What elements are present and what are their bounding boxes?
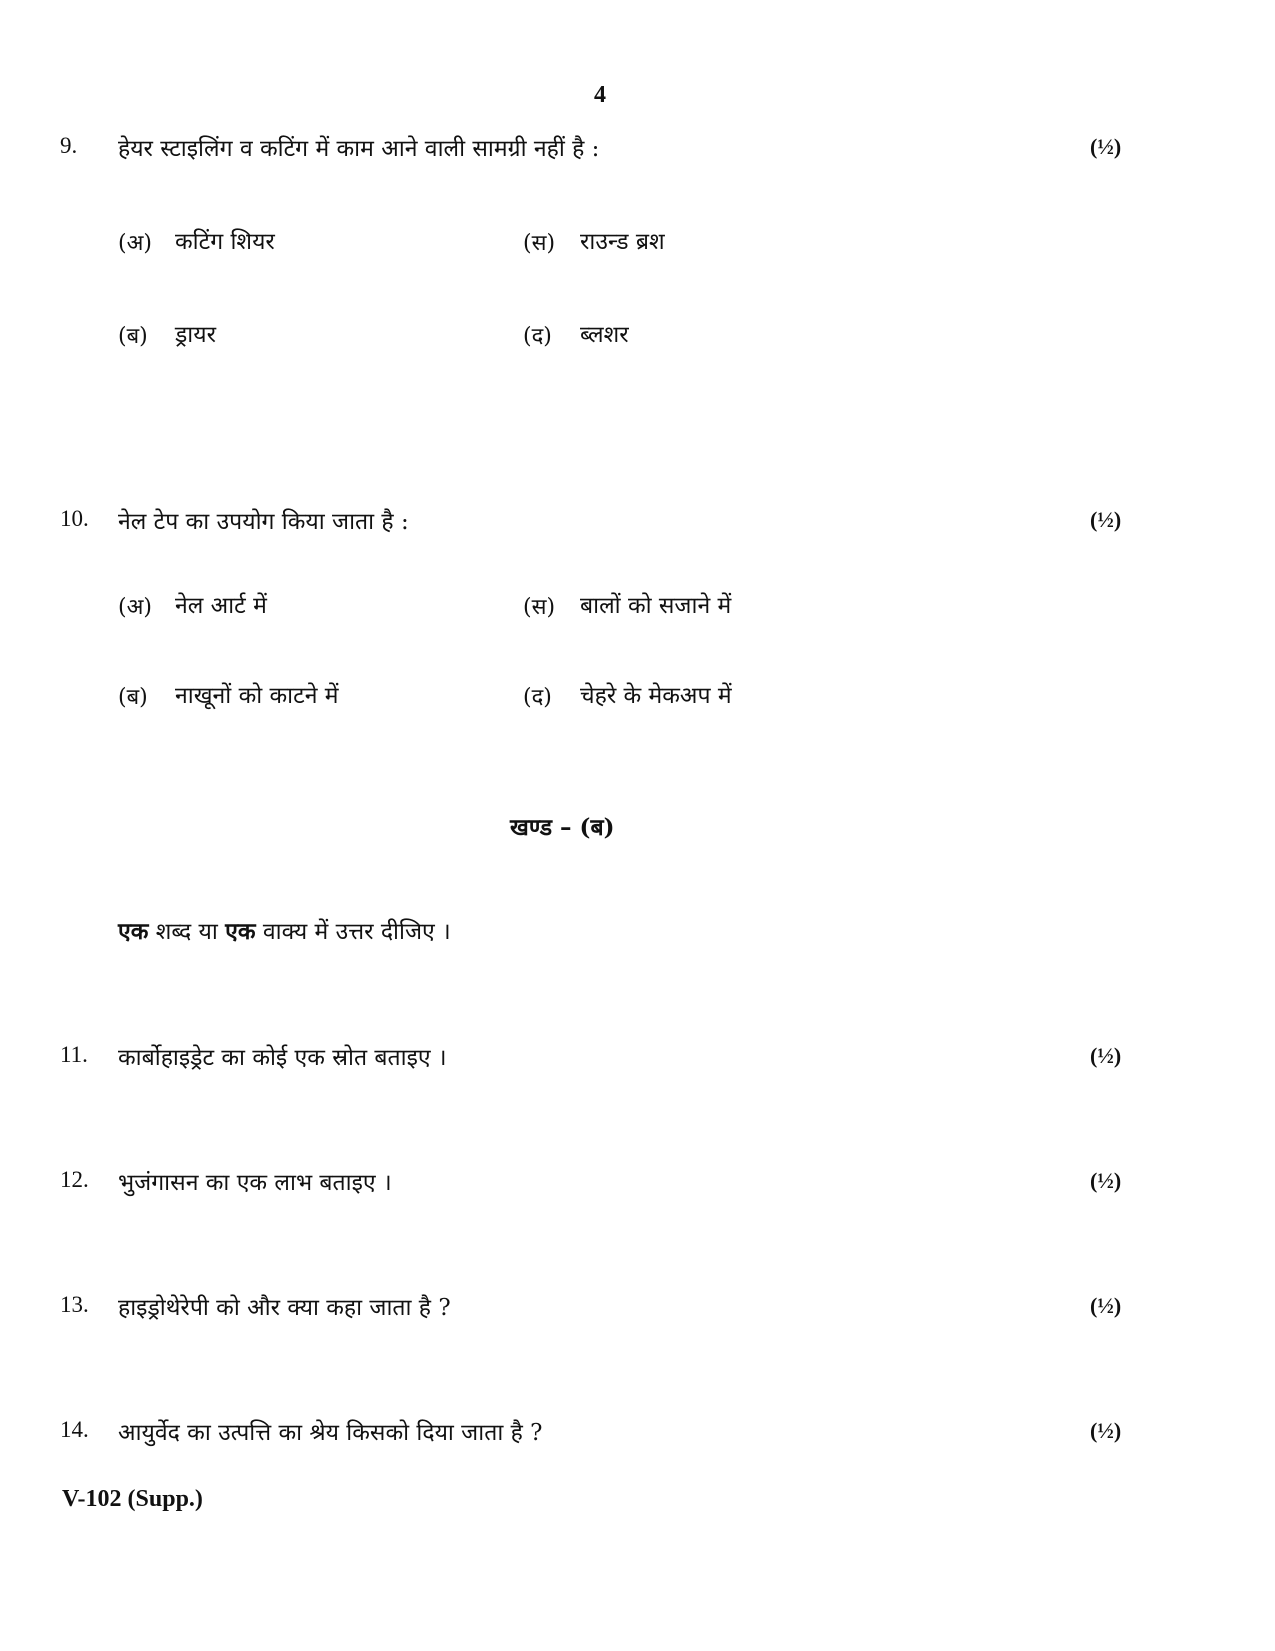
option-text: नाखूनों को काटने में: [175, 683, 339, 709]
question-number: 14.: [60, 1417, 89, 1442]
question-marks: (½): [1090, 507, 1122, 532]
option-text: ड्रायर: [175, 322, 217, 348]
question-marks: (½): [1090, 1043, 1122, 1068]
instruction-text: वाक्य में उत्तर दीजिए ।: [255, 919, 451, 945]
question-number: 10.: [60, 506, 89, 531]
option-label: (अ): [118, 231, 152, 256]
question-marks: (½): [1090, 1168, 1122, 1193]
question-number: 11.: [60, 1042, 88, 1067]
question-text: हेयर स्टाइलिंग व कटिंग में काम आने वाली सामग्री नहीं है :: [118, 136, 600, 162]
page-number: 4: [594, 82, 606, 108]
section-instruction: [118, 914, 451, 946]
option-label: (स): [523, 231, 556, 256]
option-text: राउन्ड ब्रश: [580, 229, 665, 255]
question-text: आयुर्वेद का उत्पत्ति का श्रेय किसको दिया जाता है ?: [118, 1420, 543, 1446]
instruction-emphasis: एक: [118, 918, 149, 945]
option-label: (द): [523, 685, 552, 710]
option-label: (द): [523, 324, 552, 349]
option-label: (ब): [118, 324, 148, 349]
option-text: नेल आर्ट में: [175, 593, 267, 619]
question-number: 13.: [60, 1292, 89, 1317]
paper-code-footer: V-102 (Supp.): [62, 1486, 203, 1512]
option-label: (ब): [118, 685, 148, 710]
question-text: भुजंगासन का एक लाभ बताइए ।: [118, 1170, 392, 1196]
question-number: 12.: [60, 1167, 89, 1192]
instruction-emphasis: एक: [225, 918, 256, 945]
question-marks: (½): [1090, 1418, 1122, 1443]
question-text: हाइड्रोथेरेपी को और क्या कहा जाता है ?: [118, 1295, 451, 1321]
instruction-text: शब्द या: [148, 919, 226, 945]
question-text: कार्बोहाइड्रेट का कोई एक स्रोत बताइए ।: [118, 1045, 447, 1071]
option-text: कटिंग शियर: [175, 229, 275, 255]
option-text: बालों को सजाने में: [580, 593, 732, 619]
section-title: खण्ड – (ब): [510, 814, 615, 841]
question-number: 9.: [60, 133, 78, 158]
question-marks: (½): [1090, 1293, 1122, 1318]
option-label: (अ): [118, 595, 152, 620]
question-text: नेल टेप का उपयोग किया जाता है :: [118, 509, 409, 535]
option-text: चेहरे के मेकअप में: [580, 683, 732, 709]
question-marks: (½): [1090, 134, 1122, 159]
option-label: (स): [523, 595, 556, 620]
option-text: ब्लशर: [580, 322, 629, 348]
